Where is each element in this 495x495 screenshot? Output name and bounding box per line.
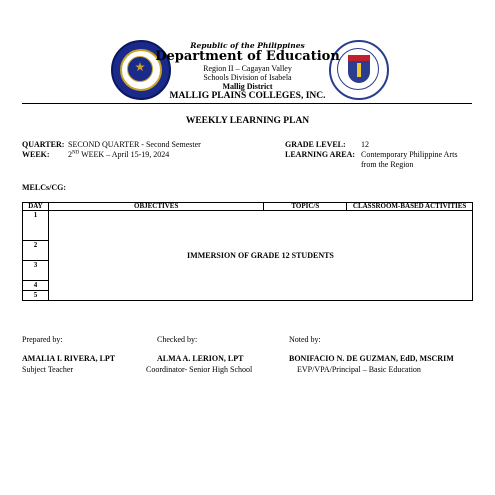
checked-by-role: Coordinator- Senior High School [146,365,253,374]
noted-by-role: EVP/VPA/Principal – Basic Education [297,365,421,374]
learning-area-label: LEARNING AREA: [285,150,356,159]
district-line: Mallig District [222,82,273,91]
checked-by-name: ALMA A. LERION, LPT [157,354,244,363]
prepared-by-name: AMALIA I. RIVERA, LPT [22,354,116,363]
weekly-plan-table [22,202,473,301]
header-divider [22,103,472,104]
prepared-by-role: Subject Teacher [22,365,74,374]
quarter-value: SECOND QUARTER - Second Semester [68,140,201,149]
grade-level-value: 12 [361,140,369,149]
republic-line: Republic of the Philippines [190,41,305,50]
day-cell: 5 [23,291,49,301]
day-cell: 3 [23,261,49,281]
region-line: Region II – Cagayan Valley [203,64,292,73]
quarter-label: QUARTER: [22,140,65,149]
week-value: 2ND WEEK – April 15-19, 2024 [68,150,170,159]
department-name: Department of Education [155,49,340,64]
table-row [23,211,473,241]
table-header-row [23,203,473,211]
column-header-objectives: OBJECTIVES [48,203,263,211]
school-name: MALLIG PLAINS COLLEGES, INC. [169,91,326,101]
checked-by-heading: Checked by: [157,335,198,344]
grade-level-label: GRADE LEVEL: [285,140,346,149]
column-header-day: DAY [23,203,49,211]
prepared-by-heading: Prepared by: [22,335,63,344]
immersion-note: IMMERSION OF GRADE 12 STUDENTS [48,211,472,301]
learning-area-value-line2: from the Region [361,160,414,169]
day-cell: 4 [23,281,49,291]
noted-by-name: BONIFACIO N. DE GUZMAN, EdD, MSCRIM [289,354,454,363]
noted-by-heading: Noted by: [289,335,321,344]
day-cell: 1 [23,211,49,241]
column-header-topics: TOPIC/S [264,203,347,211]
learning-area-value-line1: Contemporary Philippine Arts [361,150,458,159]
day-cell: 2 [23,241,49,261]
melcs-label: MELCs/CG: [22,183,66,192]
division-line: Schools Division of Isabela [203,73,292,82]
week-label: WEEK: [22,150,50,159]
document-title: WEEKLY LEARNING PLAN [185,116,310,126]
column-header-activities: CLASSROOM-BASED ACTIVITIES [347,203,473,211]
